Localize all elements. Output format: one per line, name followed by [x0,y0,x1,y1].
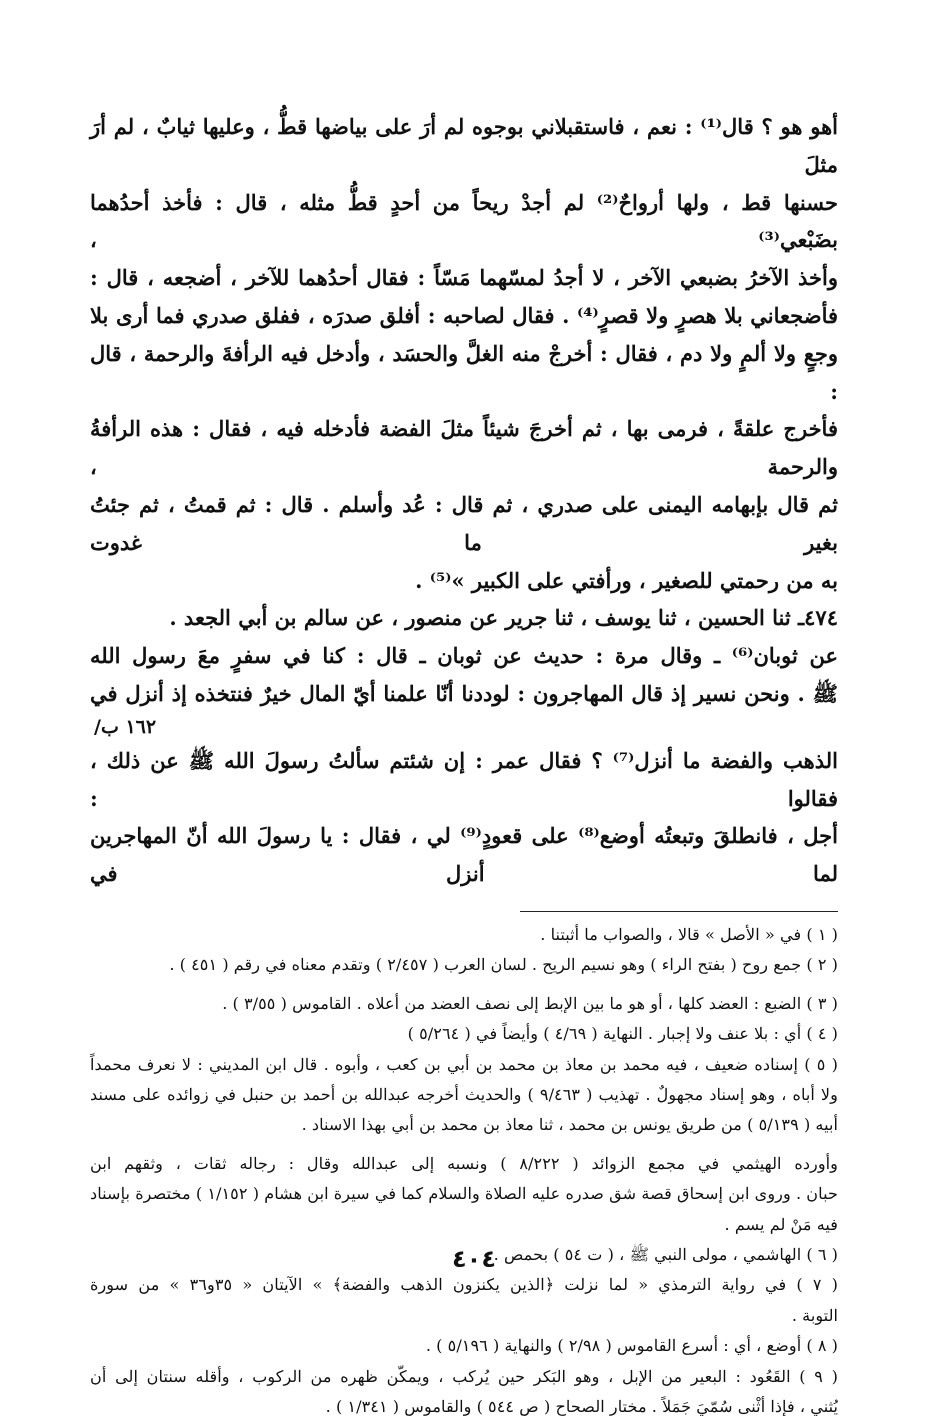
hadith-line: أجل ، فانطلقَ وتبعتُه أوضع⁽⁸⁾ على قعودٍ⁽⁹⁾ لي ، فقال : يا رسولَ الله أنّ المهاجرين لما أنزل في [90,823,838,887]
text-line: أهو هو ؟ قال⁽¹⁾ : نعم ، فاستقبلاني بوجوه لم أرَ على بياضها قطُّ ، وعليها ثيابٌ ، لم أرَ مثلَ [90,114,838,177]
text-line: فأضجعاني بلا هصرٍ ولا قصرٍ⁽⁴⁾ . فقال لصاحبه : أفلق صدرَه ، ففلق صدري فما أرى بلا [90,302,838,328]
footnote-8: ( ٨ ) أوضع ، أي : أسرع القاموس ( ٢/٩٨ ) والنهاية ( ٥/١٩٦ ) . [425,1336,838,1356]
manuscript-folio-marker: /١٦٢ ب [94,715,157,738]
footnote-9-line: ( ٩ ) القَعُود : البعير من الإبل ، وهو البَكر حين يُركب ، ويمكّن ظهره من الركوب ، وأقله سنتان إلى أن [90,1366,838,1386]
footnote-5-line: أبيه ( ٥/١٣٩ ) من طريق يونس بن محمد ، ثنا معاذ بن محمد بن أبي بهذا الاسناد . [301,1115,838,1135]
footnote-5-extra-line: حبان . وروى ابن إسحاق قصة شق صدره عليه الصلاة والسلام كما في سيرة ابن هشام ( ١/١٥٢ ) مختصرة بإسناد [90,1184,838,1204]
footnote-5-extra-line: فيه مَنْ لم يسم . [724,1214,838,1234]
footnote-7-line: ( ٧ ) في رواية الترمذي « لما نزلت ﴿الذين يكنزون الذهب والفضة﴾ » الآيتان « ٣٥و٣٦ » من سورة [90,1275,839,1295]
footnote-9-line: يُثني ، فإذا أثْنى سُمّيَ جَمَلاً . مختار الصحاح ( ص ٥٤٤ ) والقاموس ( ١/٣٤١ ) . [325,1397,838,1417]
text-line: وأخذ الآخرُ بضبعي الآخر ، لا أجدُ لمسّهما مَسّاً : فقال أحدُهما للآخر ، أضجعه ، قال : [90,265,838,291]
footnote-4: ( ٤ ) أي : بلا عنف ولا إجبار . النهاية ( ٤/٦٩ ) وأيضاً في ( ٥/٢٦٤ ) [407,1024,838,1044]
footnote-divider [520,911,838,912]
text-line: به من رحمتي للصغير ، ورأفتي على الكبير »⁽⁵⁾ . [415,567,838,593]
text-line: حسنها قط ، ولها أرواحٌ⁽²⁾ لم أجدْ ريحاً من أحدٍ قطُّ مثله ، قال : فأخذ أحدُهما بضَبْعي⁽³⁾ ، [90,189,838,253]
main-text [90,108,838,893]
footnote-7-line: التوبة . [791,1305,838,1325]
text-line: ثم قال بإبهامه اليمنى على صدري ، ثم قال : عُد وأسلم . قال : ثم قمتُ ، ثم جئتُ بغير ما غدوت [90,491,838,555]
footnote-3: ( ٣ ) الضبع : العضد كلها ، أو هو ما بين الإبط إلى نصف العضد من أعلاه . القاموس ( ٣/٥٥ ) . [222,993,838,1013]
hadith-line: ﷺ . ونحن نسير إذ قال المهاجرون : لوددنا أنّا علمنا أيّ المال خيرٌ فنتخذه إذ أنزل في [90,680,839,706]
scan-speck [30,952,34,956]
hadith-chain-line: ٤٧٤ـ ثنا الحسين ، ثنا يوسف ، ثنا جرير عن منصور ، عن سالم بن أبي الجعد . [169,605,838,631]
footnote-2: ( ٢ ) جمع روح ( بفتح الراء ) وهو نسيم الريح . لسان العرب ( ٢/٤٥٧ ) وتقدم معناه في رقم ( ٤٥١ ) . [169,955,838,975]
hadith-line: عن ثوبان⁽⁶⁾ ـ وقال مرة : حديث عن ثوبان ـ قال : كنا في سفرٍ معَ رسول الله [90,643,839,669]
hadith-line: الذهب والفضة ما أنزل⁽⁷⁾ ؟ فقال عمر : إن شئتم سألتُ رسولَ الله ﷺ عن ذلك ، فقالوا : [90,747,838,811]
footnote-5-extra-line: وأورده الهيثمي في مجمع الزوائد ( ٨/٢٢٢ ) ونسبه إلى عبدالله وقال : رجاله ثقات ، وثقهم ابن [90,1153,838,1173]
text-line: فأخرج علقةً ، فرمى بها ، ثم أخرجَ شيئاً مثلَ الفضة فأدخله فيه ، فقال : هذه الرأفةُ والرحمة ، [90,416,838,480]
footnote-1: ( ١ ) في « الأصل » قالا ، والصواب ما أثبتنا . [540,924,838,944]
page-body [90,108,838,1422]
page-number: ٤٠٤ [452,1245,496,1273]
footnote-5-line: ولا أباه ، وهو إسناد مجهولٌ . تهذيب ( ٩/٤٦٣ ) والحديث أخرجه عبدالله بن أحمد بن حنبل في زوائده على مسند [90,1084,838,1104]
footnote-6: ( ٦ ) الهاشمي ، مولى النبي ﷺ ، ( ت ٥٤ ) بحمص . [493,1245,838,1264]
footnote-5-line: ( ٥ ) إسناده ضعيف ، فيه محمد بن معاذ بن محمد بن أبي بن كعب ، وأبوه . قال ابن المديني : لا نعرف محمداً [90,1054,839,1074]
text-line: وجعٍ ولا ألمٍ ولا دم ، فقال : أخرجْ منه الغلَّ والحسَد ، وأدخل فيه الرأفةَ والرحمة ، قال : [90,340,838,404]
